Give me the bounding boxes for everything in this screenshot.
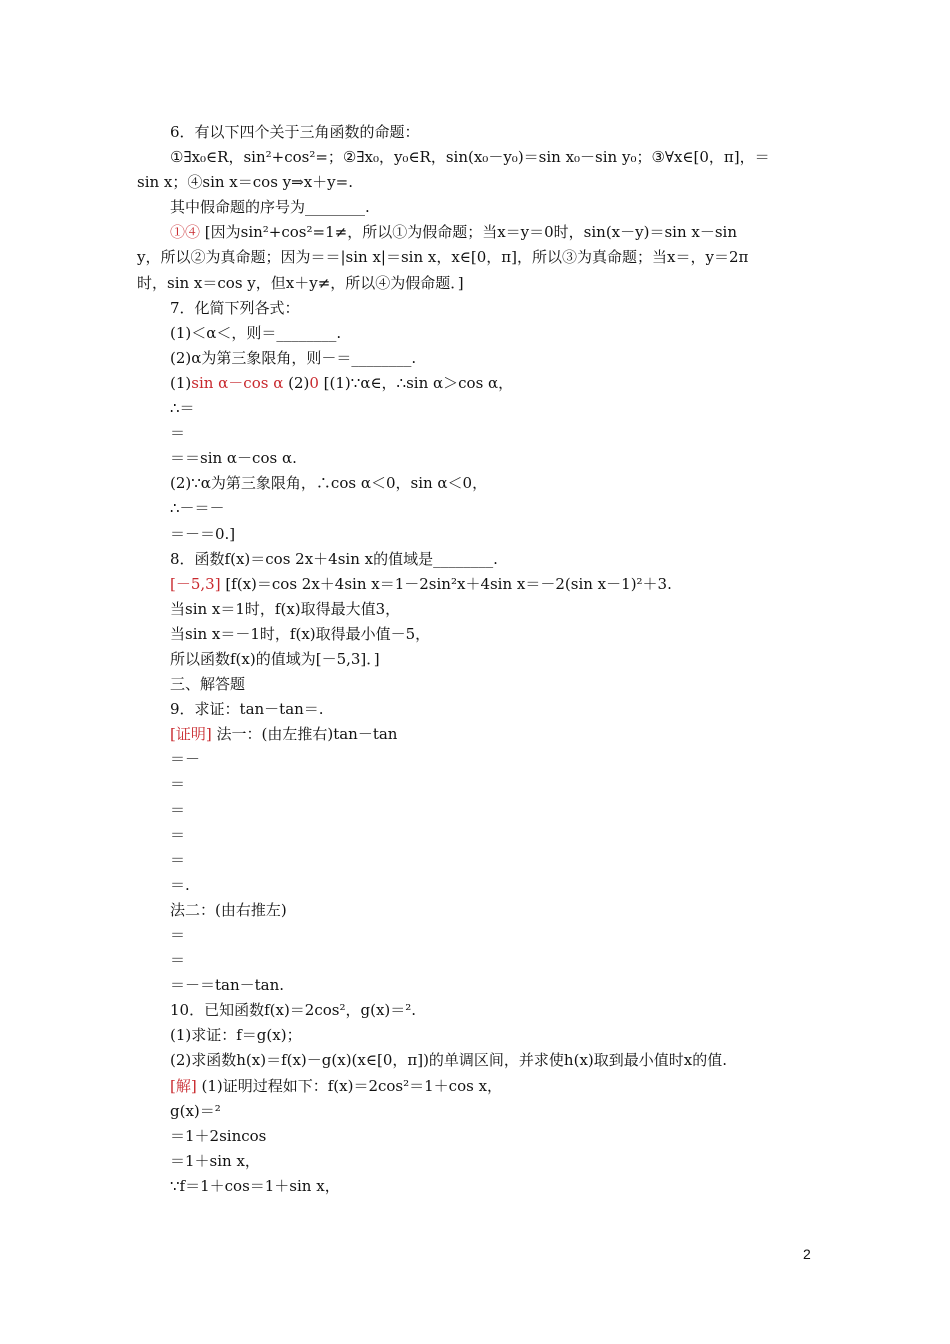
text-line	[137, 220, 817, 245]
line-text: (1)证明过程如下：f(x)＝2cos²＝1＋cos x，	[196, 1076, 503, 1095]
line-text: 其中假命题的序号为________.	[170, 198, 370, 217]
line-text: ＝－＝tan－tan.	[170, 976, 285, 995]
line-text: 10．已知函数f(x)＝2cos²，g(x)＝².	[170, 1001, 417, 1020]
line-text: 9．求证：tan－tan＝.	[170, 700, 324, 719]
answer-highlight: [证明]	[170, 725, 212, 744]
line-text: ＝	[170, 775, 186, 794]
text-line	[137, 597, 817, 622]
line-text: 7．化简下列各式：	[170, 298, 300, 317]
text-line	[137, 346, 817, 371]
text-line	[137, 296, 817, 321]
line-text: (2)∵α为第三象限角，∴cos α＜0，sin α＜0，	[170, 474, 488, 493]
line-text: ＝＝sin α－cos α.	[170, 449, 297, 468]
line-text: sin x；④sin x＝cos y⇒x＋y=.	[137, 173, 353, 192]
text-line	[137, 722, 817, 747]
text-line	[137, 396, 817, 421]
text-line	[137, 923, 817, 948]
text-line	[137, 446, 817, 471]
line-text: ∴＝	[170, 399, 195, 418]
line-text: (2)	[283, 373, 310, 392]
text-line	[137, 622, 817, 647]
line-text: ∵f＝1＋cos＝1＋sin x，	[170, 1176, 340, 1195]
text-line	[137, 371, 817, 396]
text-line	[137, 1048, 817, 1073]
line-text: (1)＜α＜，则＝________.	[170, 323, 342, 342]
line-text: 6．有以下四个关于三角函数的命题：	[170, 123, 420, 141]
line-text: ＝	[170, 926, 186, 944]
text-line	[137, 522, 817, 547]
line-text: ∴－＝－	[170, 499, 225, 518]
answer-highlight: [解]	[170, 1076, 197, 1095]
text-line	[137, 195, 817, 220]
text-line	[137, 998, 817, 1023]
line-text: (1)求证：f＝g(x)；	[170, 1026, 302, 1045]
text-line	[137, 798, 817, 823]
text-line	[137, 873, 817, 898]
line-text: [f(x)＝cos 2x＋4sin x＝1－2sin²x＋4sin x＝－2(sin x－1)²＋3.	[220, 574, 672, 593]
text-line	[137, 647, 817, 672]
line-text: 当sin x＝1时，f(x)取得最大值3，	[170, 599, 401, 618]
line-text: (2)求函数h(x)＝f(x)－g(x)(x∈[0，π])的单调区间，并求使h(x)取到最小值时x的值.	[170, 1051, 727, 1070]
text-line	[137, 170, 817, 195]
text-line	[137, 1099, 817, 1124]
text-line	[137, 145, 817, 170]
line-text: ＝	[170, 951, 186, 970]
text-line	[137, 547, 817, 572]
line-text: ＝	[170, 825, 186, 844]
text-line	[137, 421, 817, 446]
text-line	[137, 697, 817, 722]
text-line	[137, 245, 817, 270]
text-line	[137, 1124, 817, 1149]
line-text: 当sin x＝－1时，f(x)取得最小值－5，	[170, 624, 431, 643]
line-text: 8．函数f(x)＝cos 2x＋4sin x的值域是________.	[170, 549, 498, 568]
line-text: (2)α为第三象限角，则－＝________.	[170, 348, 417, 367]
text-line	[137, 321, 817, 346]
line-text: [因为sin²+cos²=1≠，所以①为假命题；当x＝y＝0时，sin(x－y)＝sin x－sin	[200, 223, 738, 242]
line-text: y，所以②为真命题；因为＝＝|sin x|＝sin x，x∈[0，π]，所以③为真命题；当x＝，y＝2π	[137, 248, 749, 267]
line-text: ＝.	[170, 875, 190, 894]
line-text: ＝－＝0.]	[170, 524, 236, 543]
line-text: (1)	[170, 373, 192, 392]
line-text: 三、解答题	[170, 675, 246, 694]
text-line	[137, 1074, 817, 1099]
text-line	[137, 572, 817, 597]
text-line	[137, 672, 817, 697]
answer-highlight: 0	[309, 373, 319, 392]
line-text: 法一：(由左推右)tan－tan	[211, 725, 398, 744]
page-number: 2	[803, 1246, 811, 1262]
text-line	[137, 120, 817, 145]
text-line	[137, 1023, 817, 1048]
answer-highlight: sin α－cos α	[191, 373, 284, 392]
line-text: ＝	[170, 800, 186, 819]
line-text: ＝－	[170, 750, 201, 769]
line-text: ＝1＋2sincos	[170, 1126, 267, 1145]
text-line	[137, 848, 817, 873]
line-text: 所以函数f(x)的值域为[－5,3]．]	[170, 649, 380, 668]
text-line	[137, 747, 817, 772]
line-text: g(x)＝²	[170, 1101, 221, 1120]
text-line	[137, 898, 817, 923]
text-line	[137, 823, 817, 848]
line-text: ＝	[170, 850, 186, 869]
line-text: ①∃x₀∈R，sin²+cos²=；②∃x₀，y₀∈R，sin(x₀－y₀)＝sin x₀－sin y₀；③∀x∈[0，π]，＝	[170, 148, 770, 167]
line-text: ＝	[170, 424, 186, 443]
answer-highlight: [－5,3]	[170, 574, 221, 593]
text-line	[137, 1174, 817, 1199]
text-line	[137, 772, 817, 797]
line-text: ＝1＋sin x，	[170, 1151, 260, 1170]
text-line	[137, 1149, 817, 1174]
line-text: 时，sin x＝cos y，但x＋y≠，所以④为假命题．]	[137, 273, 464, 292]
line-text: 法二：(由右推左)	[170, 900, 287, 919]
document-body	[137, 120, 817, 1199]
text-line	[137, 948, 817, 973]
line-text: [(1)∵α∈，∴sin α＞cos α，	[318, 373, 514, 392]
answer-highlight: ①④	[170, 223, 201, 242]
text-line	[137, 471, 817, 496]
text-line	[137, 973, 817, 998]
text-line	[137, 271, 817, 296]
text-line	[137, 496, 817, 521]
